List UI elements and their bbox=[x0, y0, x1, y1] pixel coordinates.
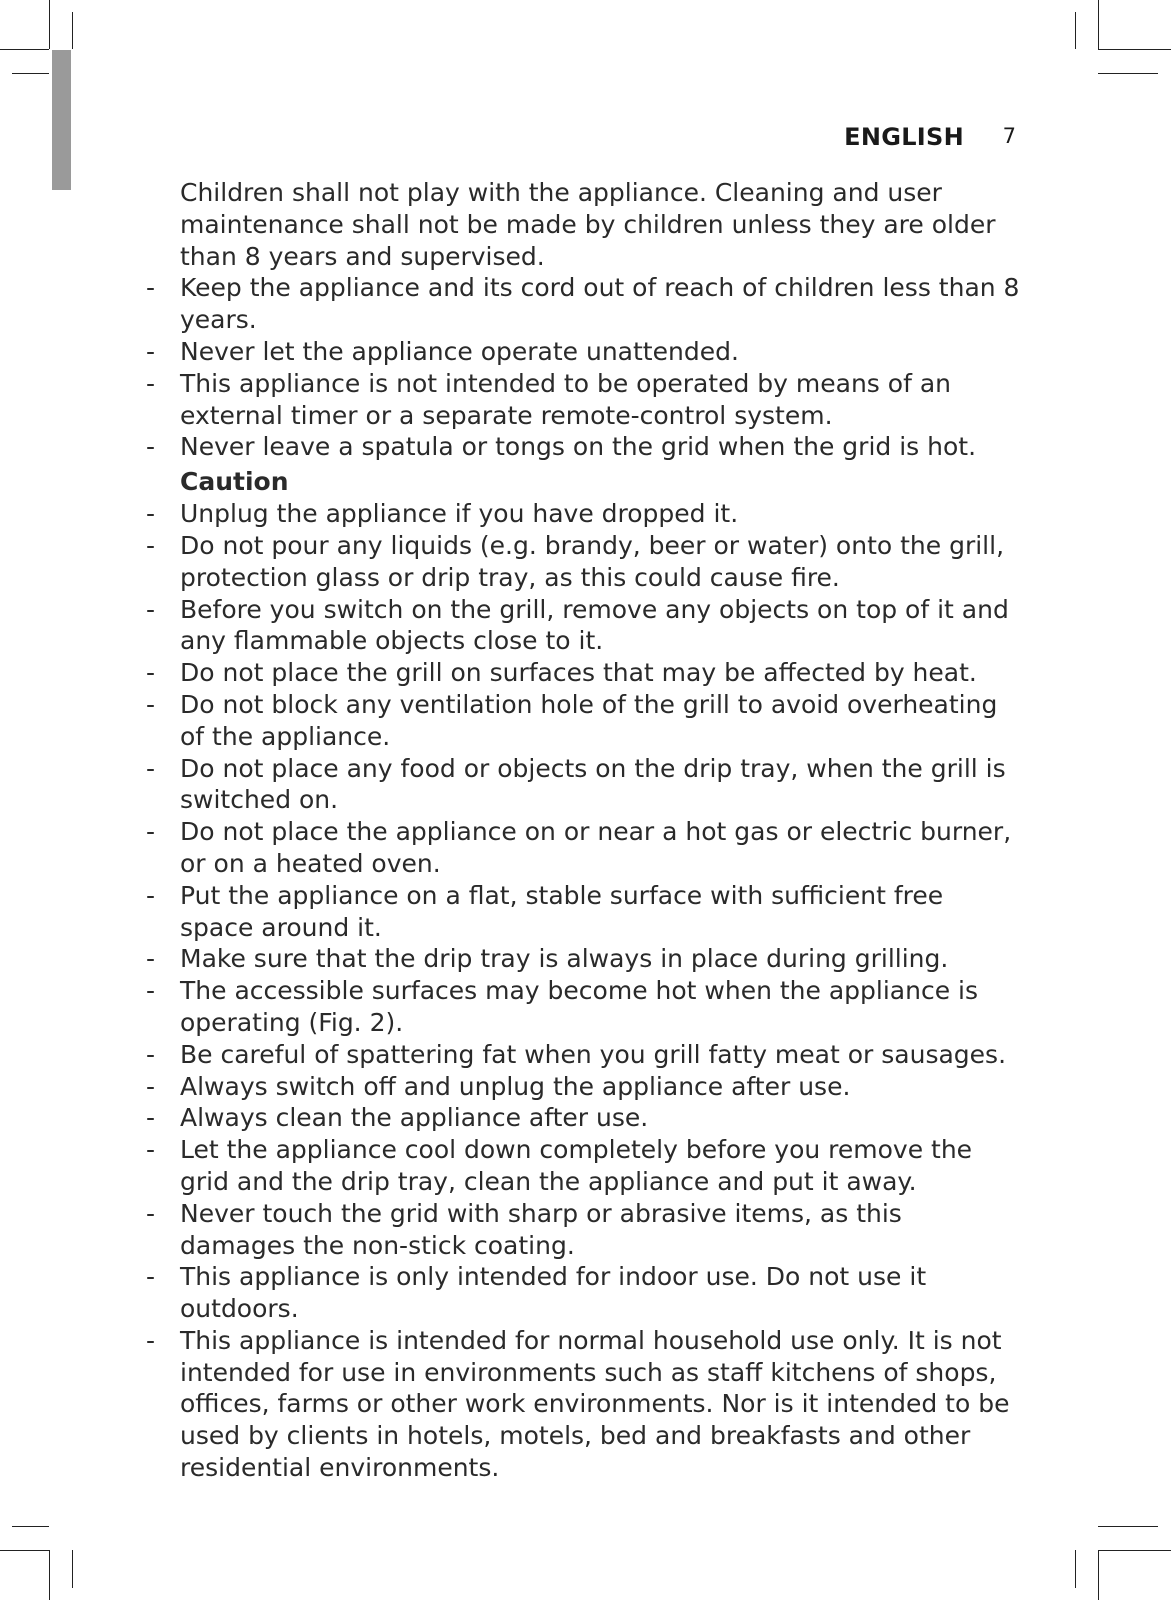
crop-mark bbox=[1098, 49, 1171, 50]
crop-mark bbox=[0, 49, 49, 50]
page-number: 7 bbox=[1002, 124, 1016, 148]
caution-heading: Caution bbox=[180, 467, 289, 497]
list-item: - The accessible surfaces may become hot when the appliance is operating (Fig. 2). bbox=[180, 975, 1020, 1039]
list-item: - Never touch the grid with sharp or abrasive items, as this damages the non-stick coating. bbox=[180, 1198, 1020, 1262]
crop-mark bbox=[1098, 0, 1099, 49]
list-item: - Do not place the grill on surfaces that may be affected by heat. bbox=[180, 657, 1020, 689]
page-header bbox=[820, 123, 1016, 155]
crop-mark bbox=[1098, 73, 1158, 74]
crop-mark bbox=[49, 1550, 50, 1600]
safety-content bbox=[180, 177, 1020, 1484]
warning-list bbox=[180, 272, 1020, 463]
crop-mark bbox=[1075, 1550, 1076, 1588]
list-item: - This appliance is only intended for indoor use. Do not use it outdoors. bbox=[180, 1261, 1020, 1325]
crop-mark bbox=[1098, 1526, 1158, 1527]
crop-mark bbox=[49, 0, 50, 49]
crop-mark bbox=[1098, 1550, 1171, 1551]
list-item: - Make sure that the drip tray is always in place during grilling. bbox=[180, 943, 1020, 975]
caution-list bbox=[180, 498, 1020, 1484]
crop-mark bbox=[72, 12, 73, 49]
list-item: - Never let the appliance operate unattended. bbox=[180, 336, 1020, 368]
crop-mark bbox=[12, 1526, 49, 1527]
crop-mark bbox=[12, 73, 49, 74]
intro-paragraph: Children shall not play with the appliance. Cleaning and user maintenance shall not be made by children unless they are older than 8 years and supervised. bbox=[180, 178, 996, 271]
language-label: ENGLISH bbox=[844, 123, 964, 151]
list-item: - Never leave a spatula or tongs on the grid when the grid is hot. bbox=[180, 431, 1020, 463]
crop-mark bbox=[0, 1550, 49, 1551]
list-item: - Before you switch on the grill, remove any objects on top of it and any flammable objects close to it. bbox=[180, 594, 1020, 658]
list-item: - Do not place the appliance on or near a hot gas or electric burner, or on a heated oven. bbox=[180, 816, 1020, 880]
list-item: - Put the appliance on a flat, stable surface with sufficient free space around it. bbox=[180, 880, 1020, 944]
section-tab-marker bbox=[52, 50, 71, 190]
list-item: - Always clean the appliance after use. bbox=[180, 1102, 1020, 1134]
list-item: - Let the appliance cool down completely before you remove the grid and the drip tray, clean the appliance and put it away. bbox=[180, 1134, 1020, 1198]
list-item: - Do not place any food or objects on the drip tray, when the grill is switched on. bbox=[180, 753, 1020, 817]
crop-mark bbox=[72, 1550, 73, 1588]
list-item: - This appliance is intended for normal household use only. It is not intended for use in environments such as staff kitchens of shops, offices, farms or other work environments. Nor is it intended to be used by clients in hotels, motels, bed and breakfasts and other residential environments. bbox=[180, 1325, 1020, 1484]
list-item: - This appliance is not intended to be operated by means of an external timer or a separate remote-control system. bbox=[180, 368, 1020, 432]
list-item: - Do not block any ventilation hole of the grill to avoid overheating of the appliance. bbox=[180, 689, 1020, 753]
crop-mark bbox=[1098, 1550, 1099, 1600]
list-item: - Unplug the appliance if you have dropped it. bbox=[180, 498, 1020, 530]
list-item: - Do not pour any liquids (e.g. brandy, beer or water) onto the grill, protection glass or drip tray, as this could cause fire. bbox=[180, 530, 1020, 594]
list-item: - Always switch off and unplug the appliance after use. bbox=[180, 1071, 1020, 1103]
list-item: - Be careful of spattering fat when you grill fatty meat or sausages. bbox=[180, 1039, 1020, 1071]
crop-mark bbox=[1075, 12, 1076, 49]
list-item: - Keep the appliance and its cord out of reach of children less than 8 years. bbox=[180, 272, 1020, 336]
